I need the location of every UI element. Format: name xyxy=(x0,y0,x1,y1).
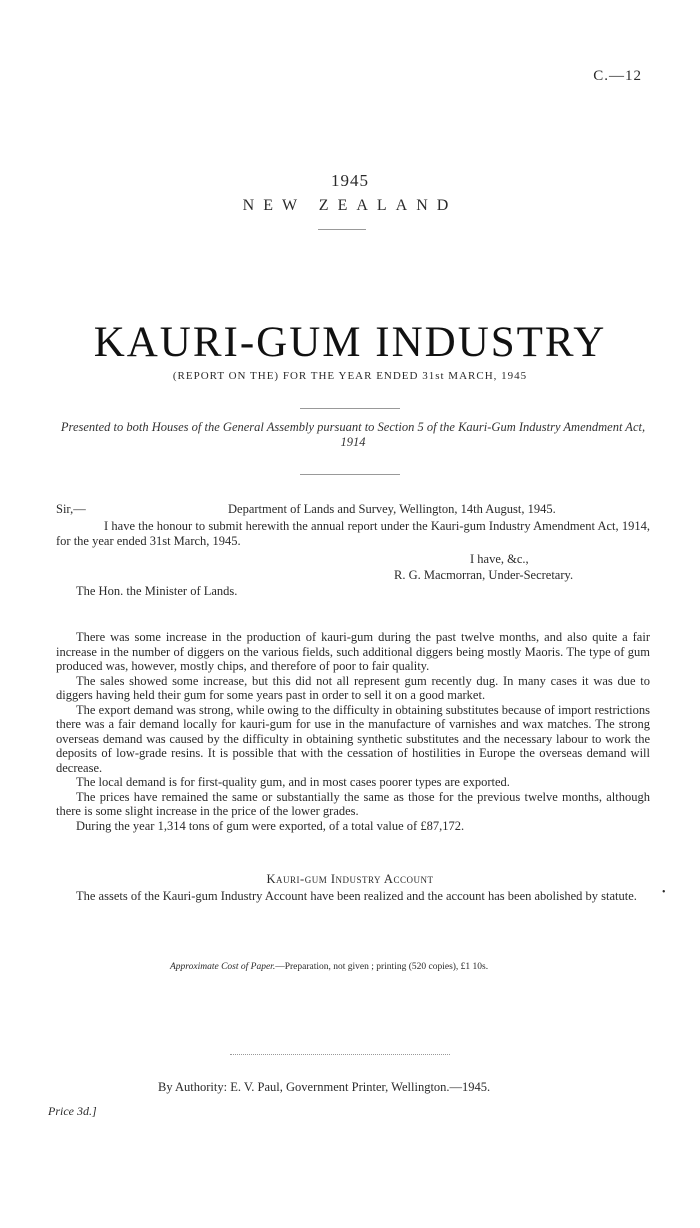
letter-body: I have the honour to submit herewith the annual report under the Kauri-gum Industry Amendment Act, 1914, for the year ended 31st March, 1945. xyxy=(56,519,650,548)
report-paragraph: During the year 1,314 tons of gum were exported, of a total value of £87,172. xyxy=(76,818,465,833)
document-year: 1945 xyxy=(331,171,369,190)
letter-address: Department of Lands and Survey, Wellington, 14th August, 1945. xyxy=(228,502,556,516)
letter-recipient: The Hon. the Minister of Lands. xyxy=(76,584,238,598)
report-subtitle: (REPORT ON THE) FOR THE YEAR ENDED 31st MARCH, 1945 xyxy=(172,370,528,382)
letter-salutation: Sir,— xyxy=(56,502,86,516)
report-paragraph: The prices have remained the same or substantially the same as those for the previous twelve months, although there is some slight increase in the price of the lower grades. xyxy=(56,789,650,818)
report-paragraph: The sales showed some increase, but this did not all represent gum recently dug. In many cases it was due to diggers having held their gum for some years past in order to sell it on a good market. xyxy=(56,673,650,702)
page-title: KAURI-GUM INDUSTRY xyxy=(93,319,607,366)
divider xyxy=(300,408,400,409)
divider xyxy=(300,474,400,475)
country-heading: NEW ZEALAND xyxy=(242,197,458,214)
cost-detail: —Preparation, not given ; printing (520 copies), £1 10s. xyxy=(275,962,489,972)
margin-mark: • xyxy=(662,887,666,898)
cost-label: Approximate Cost of Paper. xyxy=(170,962,276,972)
printer-authority: By Authority: E. V. Paul, Government Printer, Wellington.—1945. xyxy=(158,1080,491,1094)
divider xyxy=(230,1054,450,1055)
cost-note xyxy=(170,962,488,972)
report-body xyxy=(56,630,650,833)
account-heading: Kauri-gum Industry Account xyxy=(266,872,434,886)
document-reference: C.—12 xyxy=(593,68,642,84)
price-label: Price 3d.] xyxy=(48,1104,97,1118)
account-text: The assets of the Kauri-gum Industry Account have been realized and the account has been abolished by statute. xyxy=(76,889,637,903)
report-paragraph: The export demand was strong, while owing to the difficulty in obtaining substitutes because of import restrictions there was a fair demand locally for kauri-gum for use in the manufacture of varnishes and wax matches. The strong overseas demand was caused by the difficulty in obtaining synthetic substitutes and the necessary labour to work the deposits of low-grade resins. It is possible that with the cessation of hostilities in Europe the overseas demand will decrease. xyxy=(56,702,650,775)
report-paragraph: The local demand is for first-quality gum, and in most cases poorer types are exported. xyxy=(76,775,510,789)
letter-signatory: R. G. Macmorran, Under-Secretary. xyxy=(394,568,574,582)
letter-closing: I have, &c., xyxy=(470,552,529,566)
divider xyxy=(318,229,366,230)
report-paragraph: There was some increase in the production of kauri-gum during the past twelve months, and also quite a fair increase in the number of diggers on the various fields, such additional diggers being mostly Maoris. The type of gum produced was, however, mostly chips, and therefore of poor to fair quality. xyxy=(56,630,650,673)
presentation-note: Presented to both Houses of the General Assembly pursuant to Section 5 of the Kauri-Gum Industry Amendment Act, 1914 xyxy=(60,420,646,449)
